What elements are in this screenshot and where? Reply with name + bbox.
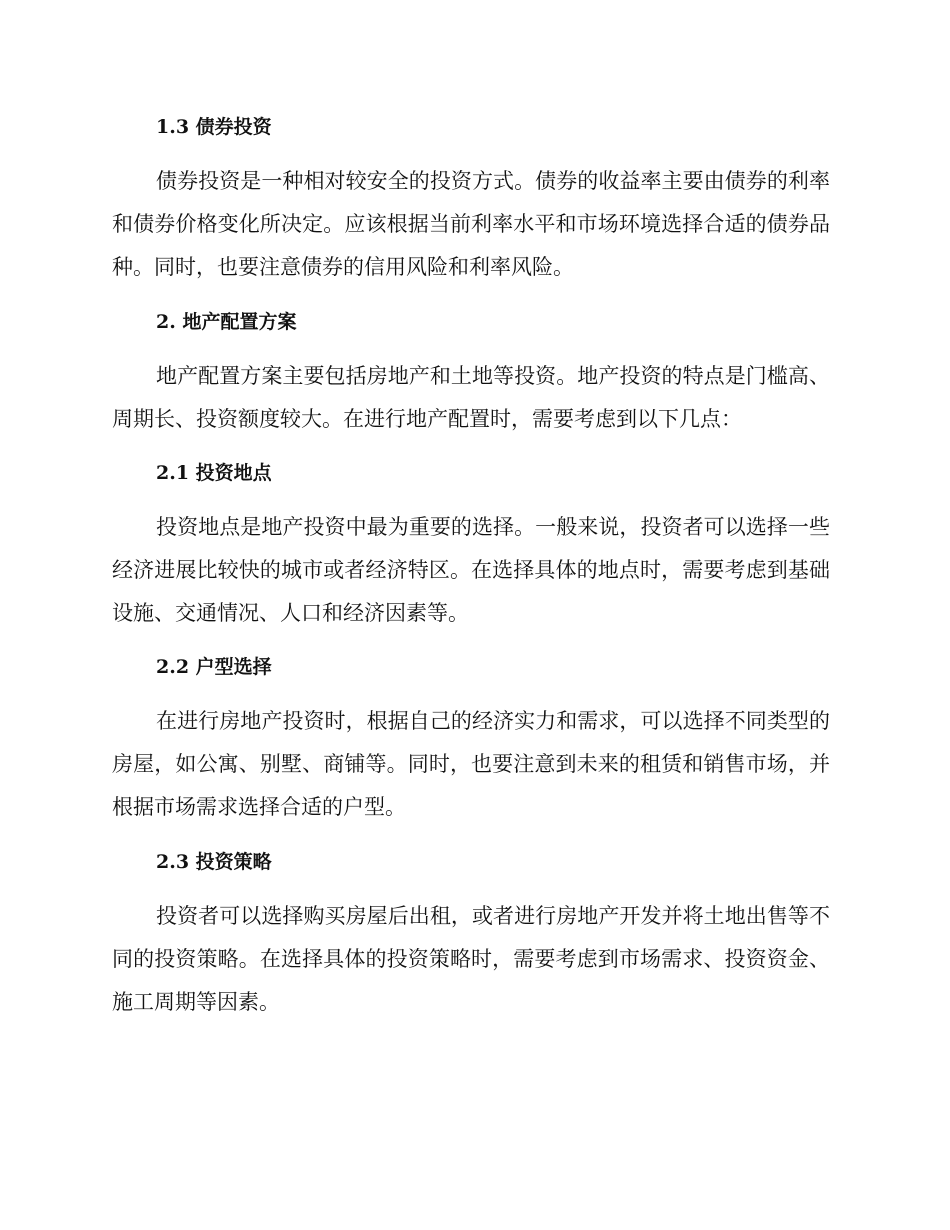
section-paragraph-unit-type: 在进行房地产投资时，根据自己的经济实力和需求，可以选择不同类型的房屋，如公寓、别墅、商铺等。同时，也要注意到未来的租赁和销售市场，并根据市场需求选择合适的户型。	[112, 709, 830, 819]
section-heading-investment-location: 2.1 投资地点	[156, 462, 272, 484]
section-heading-unit-type: 2.2 户型选择	[156, 656, 272, 678]
section-paragraph-investment-strategy: 投资者可以选择购买房屋后出租，或者进行房地产开发并将土地出售等不同的投资策略。在选择具体的投资策略时，需要考虑到市场需求、投资资金、施工周期等因素。	[112, 904, 830, 1014]
section-paragraph-investment-location: 投资地点是地产投资中最为重要的选择。一般来说，投资者可以选择一些经济进展比较快的城市或者经济特区。在选择具体的地点时，需要考虑到基础设施、交通情况、人口和经济因素等。	[112, 515, 830, 625]
section-paragraph-bond-investment: 债券投资是一种相对较安全的投资方式。债券的收益率主要由债券的利率和债券价格变化所决定。应该根据当前利率水平和市场环境选择合适的债券品种。同时，也要注意债券的信用风险和利率风险。	[112, 169, 830, 279]
section-heading-real-estate-plan: 2. 地产配置方案	[156, 311, 297, 333]
section-paragraph-real-estate-plan: 地产配置方案主要包括房地产和土地等投资。地产投资的特点是门槛高、周期长、投资额度较大。在进行地产配置时，需要考虑到以下几点：	[112, 364, 830, 431]
section-heading-bond-investment: 1.3 债券投资	[156, 116, 272, 138]
section-heading-investment-strategy: 2.3 投资策略	[156, 851, 272, 873]
